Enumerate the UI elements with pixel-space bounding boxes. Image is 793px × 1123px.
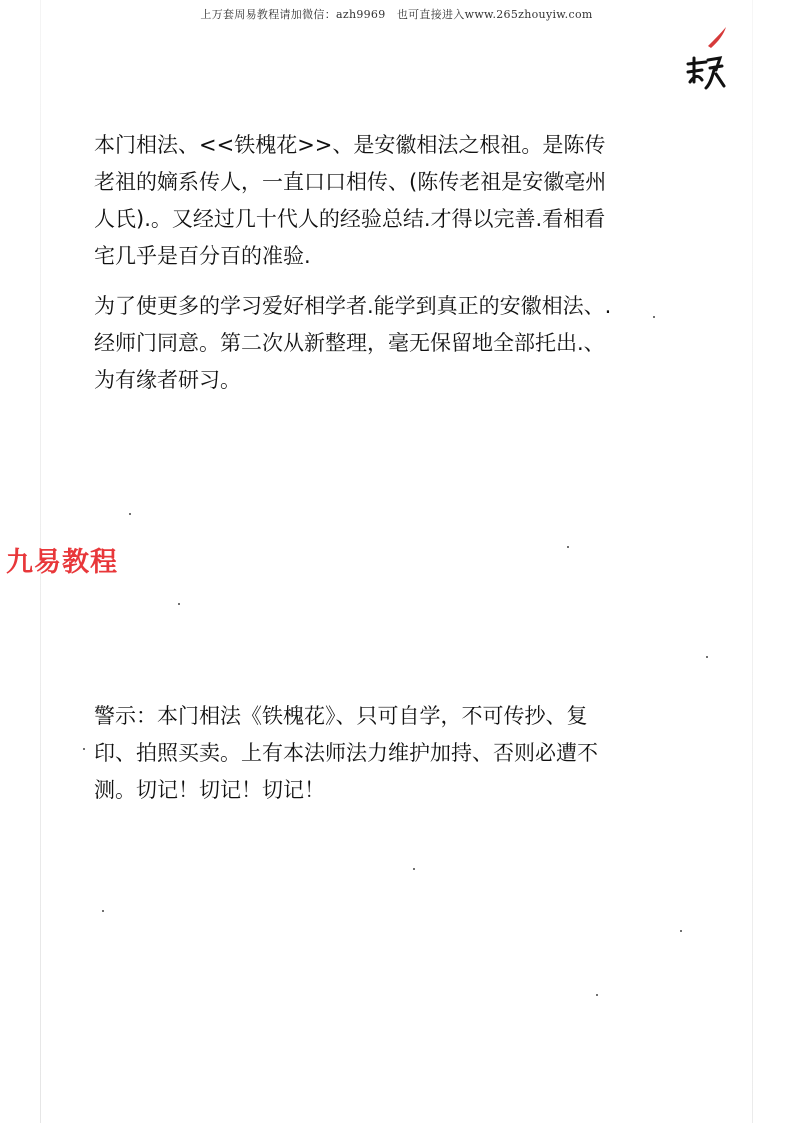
scan-speck	[129, 513, 131, 515]
scan-speck	[706, 656, 708, 658]
text-line: 本门相法、<<铁槐花>>、是安徽相法之根祖。是陈传	[94, 133, 606, 157]
text-line: 测。切记！切记！切记！	[94, 778, 325, 802]
scan-speck	[680, 930, 682, 932]
brush-signature-icon	[680, 24, 730, 94]
text-line: 宅几乎是百分百的准验.	[94, 244, 311, 268]
paragraph-purpose	[94, 288, 611, 399]
text-line: 警示：本门相法《铁槐花》、只可自学，不可传抄、复	[94, 704, 588, 728]
text-line: 为了使更多的学习爱好相学者.能学到真正的安徽相法、.	[94, 294, 612, 318]
text-line: 老祖的嫡系传人，一直口口相传、(陈传老祖是安徽亳州	[94, 170, 607, 194]
scan-speck	[83, 748, 85, 750]
text-line: 印、拍照买卖。上有本法师法力维护加持、否则必遭不	[94, 741, 598, 765]
scan-speck	[653, 316, 655, 318]
text-line: 人氏).。又经过几十代人的经验总结.才得以完善.看相看	[94, 207, 606, 231]
scan-speck	[413, 868, 415, 870]
scan-speck	[178, 603, 180, 605]
paragraph-intro	[94, 127, 606, 275]
watermark-text: 九易教程	[6, 547, 118, 578]
paragraph-warning	[94, 698, 598, 809]
text-line: 为有缘者研习。	[94, 368, 241, 392]
scan-speck	[567, 546, 569, 548]
header-banner: 上万套周易教程请加微信：azh9969 也可直接进入www.265zhouyiw.com	[200, 8, 593, 21]
scan-speck	[596, 994, 598, 996]
scan-speck	[102, 910, 104, 912]
text-line: 经师门同意。第二次从新整理，毫无保留地全部托出.、	[94, 331, 605, 355]
scan-edge-right	[752, 0, 753, 1123]
